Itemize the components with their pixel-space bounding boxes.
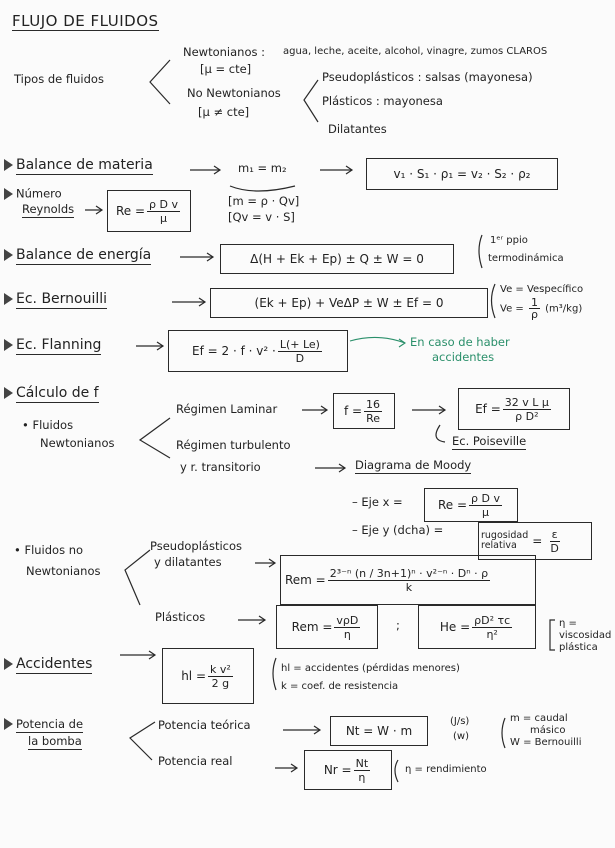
eje-x-box: Re = $\frac{\text{ρ D v}}{\mu}$ [424, 488, 518, 522]
reynolds-heading: Número [4, 188, 62, 200]
eje-y-box: rugosidad relativa = $\frac{\varepsilon}{D}$ [478, 522, 592, 560]
bullet-triangle-icon [4, 293, 13, 305]
poiseville-box: Ef = $\frac{\text{32 v L μ}}{\text{ρ D²}}$ [458, 388, 570, 430]
termodinamica-note: termodinámica [488, 253, 564, 264]
nt-box: Nt = W · m [330, 716, 428, 746]
balance-energia-heading: Balance de energía [4, 248, 151, 262]
accidentes-note-1: En caso de haber [410, 335, 510, 349]
bullet-triangle-icon [4, 718, 13, 730]
potencia-real-label: Potencia real [158, 754, 233, 768]
he-box: He = $\frac{\text{ρD² τc}}{\text{η²}}$ [418, 605, 536, 649]
bullet-triangle-icon [4, 249, 13, 261]
fanning-heading: Ec. Flanning [4, 338, 101, 352]
mass-flow-box: v₁ · S₁ · ρ₁ = v₂ · S₂ · ρ₂ [366, 158, 558, 190]
plasticos-label: Plásticos [155, 610, 206, 624]
hl-box: hl = $\frac{\text{k v²}}{2 g}$ [162, 648, 254, 704]
bullet-triangle-icon [4, 339, 13, 351]
regimen-turbulento: Régimen turbulento [176, 438, 291, 452]
eta-note: η = viscosidad plástica [559, 618, 612, 653]
fluidos-no-newt-1: • Fluidos no [14, 543, 84, 557]
pseudo-label-2: y dilatantes [154, 555, 222, 569]
bernouilli-box: (Ek + Ep) + VeΔP ± W ± Ef = 0 [210, 288, 488, 318]
bullet-triangle-icon [4, 159, 13, 171]
units-js: (J/s) [450, 716, 470, 727]
regimen-transitorio: y r. transitorio [180, 460, 261, 474]
energy-balance-box: Δ(H + Ek + Ep) ± Q ± W = 0 [220, 244, 454, 274]
regimen-laminar: Régimen Laminar [176, 402, 278, 416]
tipos-label: Tipos de fluidos [14, 72, 104, 86]
f-laminar-box: f = $\frac{16}{Re}$ [333, 393, 395, 429]
masico-note: másico [530, 725, 566, 736]
pseudo-label-1: Pseudoplásticos [150, 539, 243, 553]
eje-y-label: – Eje y (dcha) = [352, 523, 444, 537]
newtonianos-examples: agua, leche, aceite, alcohol, vinagre, zumos CLAROS [283, 46, 548, 57]
m-eq: [m = ρ · Qv] [228, 194, 300, 208]
k-note: k = coef. de resistencia [281, 681, 399, 692]
reynolds-heading-2: Reynolds [22, 202, 75, 216]
w-bernouilli-note: W = Bernouilli [510, 737, 582, 748]
rem-pseudo-box: Rem = $\frac{\text{2³⁻ⁿ (n / 3n+1)ⁿ · v²⁻ⁿ · Dⁿ · ρ}}{k}$ [280, 555, 536, 605]
bullet-triangle-icon [4, 658, 13, 670]
reynolds-box: Re = $\frac{\text{ρ D v}}{\mu}$ [107, 190, 191, 232]
poiseville-label: Ec. Poiseville [452, 434, 527, 448]
fluidos-newt-1: • Fluidos [22, 418, 74, 432]
fluidos-newt-2: Newtonianos [40, 436, 115, 450]
mu-cte: [μ = cte] [200, 62, 252, 76]
newtonianos-label: Newtonianos : [183, 45, 266, 59]
dilatantes-item: Dilatantes [328, 122, 387, 136]
semicolon: ; [396, 618, 400, 632]
mass-balance-eq: m₁ = m₂ [238, 161, 287, 175]
page-title: FLUJO DE FLUIDOS [12, 12, 159, 30]
mu-ncte: [μ ≠ cte] [198, 105, 250, 119]
fanning-box: Ef = 2 · f · v² · $\frac{L(+ Le)}{D}$ [168, 330, 348, 372]
pseudoplasticos-item: Pseudoplásticos : salsas (mayonesa) [322, 70, 533, 84]
m-caudal-note: m = caudal [510, 713, 568, 724]
potencia-teorica-label: Potencia teórica [158, 718, 251, 732]
plasticos-item: Plásticos : mayonesa [322, 94, 443, 108]
potencia-heading: Potencia de [4, 718, 83, 730]
units-w: (w) [453, 731, 469, 742]
bullet-triangle-icon [4, 387, 13, 399]
ppio-note: 1ᵉʳ ppio [490, 235, 528, 246]
bernouilli-heading: Ec. Bernouilli [4, 292, 107, 306]
accidentes-note-2: accidentes [432, 350, 495, 364]
fluidos-no-newt-2: Newtonianos [26, 564, 101, 578]
moody-label: Diagrama de Moody [355, 458, 472, 472]
bullet-triangle-icon [4, 188, 13, 200]
potencia-heading-2: la bomba [28, 734, 82, 748]
rem-plastic-box: Rem = $\frac{\text{vρD}}{\eta}$ [276, 605, 378, 649]
no-newtonianos-label: No Newtonianos [187, 86, 281, 100]
hl-note: hl = accidentes (pérdidas menores) [281, 663, 460, 674]
eje-x-label: – Eje x = [352, 495, 403, 509]
accidentes-heading: Accidentes [4, 657, 92, 671]
qv-eq: [Qv = v · S] [228, 210, 295, 224]
balance-materia-heading: Balance de materia [4, 158, 153, 172]
eta-rendimiento-note: η = rendimiento [405, 764, 487, 775]
nr-box: Nr = $\frac{Nt}{\eta}$ [304, 750, 392, 790]
calculo-f-heading: Cálculo de f [4, 386, 99, 400]
ve-note: Ve = Vespecífico [500, 284, 584, 295]
ve-formula-note: Ve = $\frac{1}{\rho}$ (m³/kg) [500, 296, 583, 321]
